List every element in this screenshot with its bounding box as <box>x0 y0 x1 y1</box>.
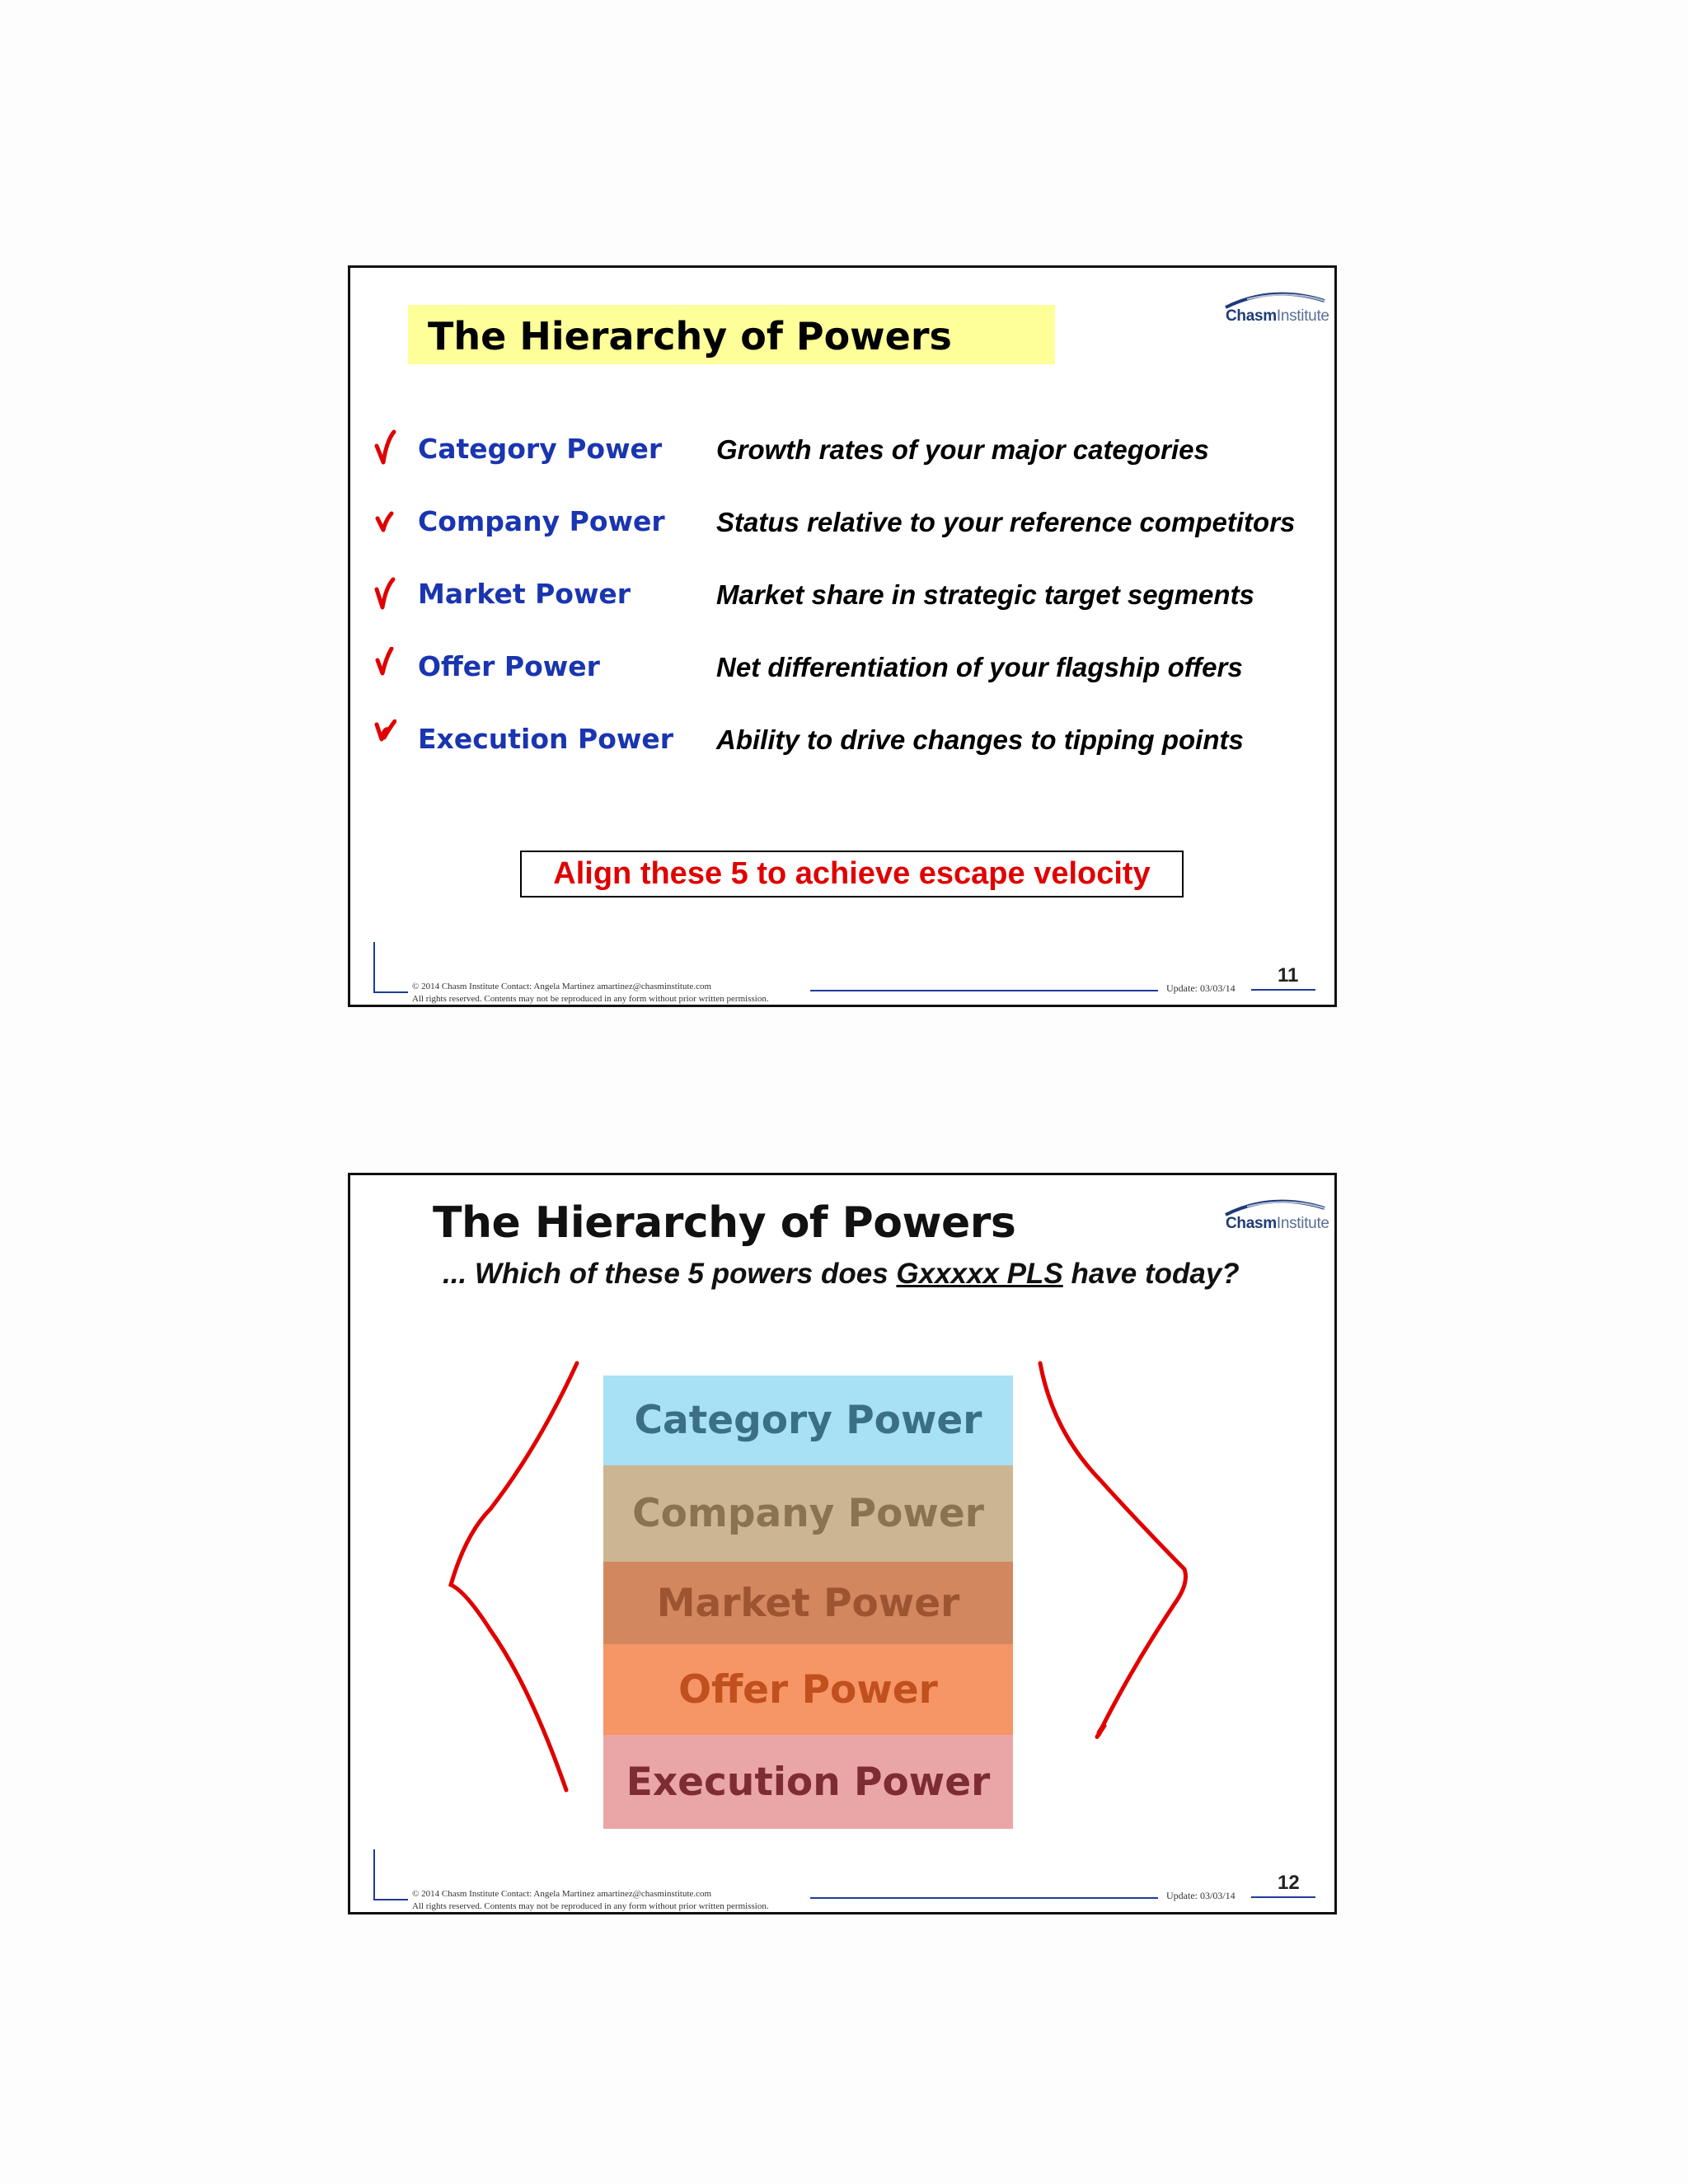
red-check-icon <box>373 502 396 538</box>
right-brace-icon <box>1040 1363 1186 1736</box>
footer-divider <box>810 1897 1158 1899</box>
slide-title: The Hierarchy of Powers <box>428 314 952 359</box>
red-check-icon <box>373 647 396 683</box>
power-description: Growth rates of your major categories <box>716 434 1209 465</box>
escape-velocity-callout: Align these 5 to achieve escape velocity <box>520 851 1184 898</box>
footer-copyright: © 2014 Chasm Institute Contact: Angela Martinez amartinez@chasminstitute.com All rights reserved. Contents may not be reproduced in any form without prior written permission. <box>412 1889 769 1911</box>
power-row <box>350 431 1339 472</box>
red-check-icon <box>373 719 396 756</box>
footer-bracket <box>373 1849 408 1900</box>
slide-title: The Hierarchy of Powers <box>433 1198 1016 1248</box>
power-description: Ability to drive changes to tipping points <box>716 724 1244 755</box>
power-layer: Market Power <box>603 1562 1013 1644</box>
power-name: Execution Power <box>418 723 674 755</box>
red-check-icon <box>373 429 396 466</box>
power-layer: Offer Power <box>603 1644 1013 1735</box>
powers-stack <box>603 1376 1013 1829</box>
left-brace-icon <box>451 1363 577 1790</box>
footer-copyright: © 2014 Chasm Institute Contact: Angela Martinez amartinez@chasminstitute.com All rights reserved. Contents may not be reproduced in any form without prior written permission. <box>412 982 769 1004</box>
page-number: 11 <box>1278 964 1299 987</box>
footer-divider <box>810 990 1158 991</box>
page-number-underline <box>1251 1896 1315 1898</box>
chasm-institute-logo: ChasmInstitute <box>1222 286 1329 335</box>
power-description: Net differentiation of your flagship offers <box>716 652 1243 682</box>
power-name: Offer Power <box>418 650 600 682</box>
power-name: Market Power <box>418 578 631 610</box>
power-row <box>350 649 1339 690</box>
power-description: Status relative to your reference competitors <box>716 507 1296 537</box>
power-layer: Category Power <box>603 1376 1013 1465</box>
page-number: 12 <box>1278 1872 1300 1894</box>
footer-update-date: Update: 03/03/14 <box>1166 1890 1236 1901</box>
power-name: Category Power <box>418 433 663 465</box>
power-layer: Execution Power <box>603 1735 1013 1829</box>
slide-11 <box>348 265 1337 1007</box>
slide-12 <box>348 1173 1337 1915</box>
slide-subtitle: ... Which of these 5 powers does Gxxxxx PLS have today? <box>443 1258 1240 1290</box>
power-name: Company Power <box>418 505 665 537</box>
power-layer: Company Power <box>603 1465 1013 1562</box>
chasm-institute-logo: ChasmInstitute <box>1222 1193 1329 1243</box>
footer-bracket <box>373 942 408 993</box>
footer-update-date: Update: 03/03/14 <box>1166 982 1236 994</box>
red-check-icon <box>373 574 396 611</box>
power-row <box>350 504 1339 545</box>
power-description: Market share in strategic target segments <box>716 579 1254 610</box>
company-name: Gxxxxx PLS <box>896 1258 1063 1290</box>
power-row <box>350 576 1339 617</box>
page-number-underline <box>1251 989 1315 991</box>
power-row <box>350 721 1339 762</box>
